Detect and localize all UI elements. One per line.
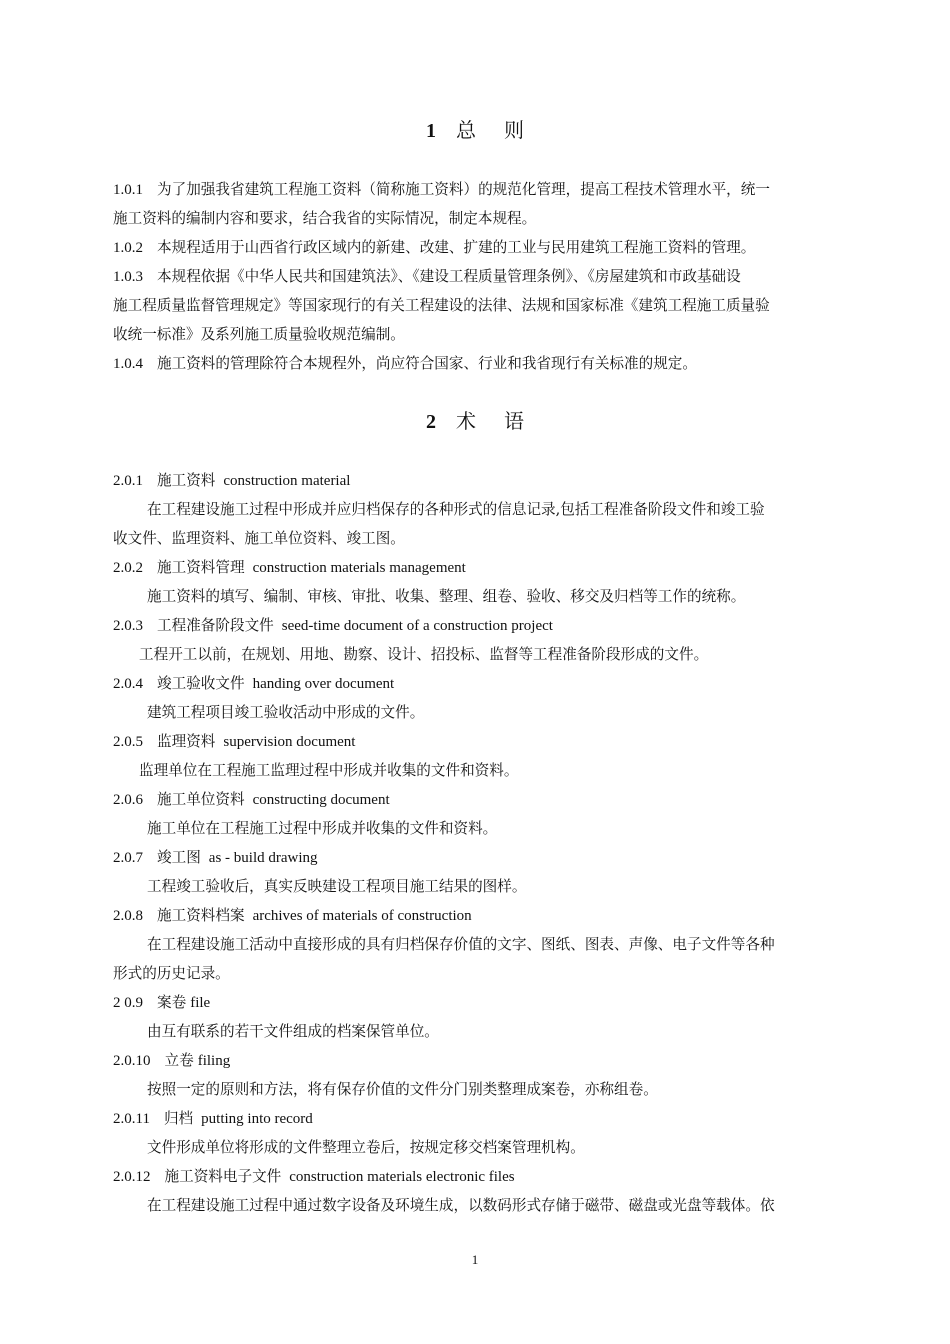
term-definition: 由互有联系的若干文件组成的档案保管单位。 xyxy=(147,1023,439,1040)
clause-number: 1.0.2 xyxy=(113,240,143,256)
term-heading xyxy=(113,1051,863,1071)
term-en: putting into record xyxy=(201,1111,313,1127)
term-definition: 文件形成单位将形成的文件整理立卷后，按规定移交档案管理机构。 xyxy=(147,1139,585,1156)
clause-text: 本规程依据《中华人民共和国建筑法》、《建设工程质量管理条例》、《房屋建筑和市政基础设 xyxy=(157,268,741,285)
term-heading xyxy=(113,848,863,868)
term-cn: 竣工验收文件 xyxy=(157,675,245,692)
chapter-2-heading xyxy=(0,405,950,434)
term-definition: 在工程建设施工活动中直接形成的具有归档保存价值的文字、图纸、图表、声像、电子文件等各种 xyxy=(147,936,775,953)
chapter-title-char: 术 xyxy=(456,409,476,433)
term-heading xyxy=(113,993,863,1013)
term-cn: 施工资料管理 xyxy=(157,559,245,576)
term-definition: 在工程建设施工过程中通过数字设备及环境生成，以数码形式存储于磁带、磁盘或光盘等载体。依 xyxy=(147,1197,775,1214)
clause-text: 施工资料的管理除符合本规程外，尚应符合国家、行业和我省现行有关标准的规定。 xyxy=(157,355,697,372)
term-heading xyxy=(113,790,863,810)
chapter-title-char: 语 xyxy=(504,409,524,433)
term-number: 2.0.1 xyxy=(113,473,143,489)
clause-text: 本规程适用于山西省行政区域内的新建、改建、扩建的工业与民用建筑工程施工资料的管理。 xyxy=(157,239,756,256)
term-definition: 建筑工程项目竣工验收活动中形成的文件。 xyxy=(147,704,425,721)
term-number: 2.0.5 xyxy=(113,734,143,750)
term-definition: 工程开工以前，在规划、用地、勘察、设计、招投标、监督等工程准备阶段形成的文件。 xyxy=(139,646,709,663)
term-cn: 施工资料档案 xyxy=(157,907,245,924)
term-en: archives of materials of construction xyxy=(252,908,472,924)
term-en: construction materials management xyxy=(252,560,466,576)
term-definition: 在工程建设施工过程中形成并应归档保存的各种形式的信息记录,包括工程准备阶段文件和竣工验 xyxy=(147,501,765,518)
term-definition: 收文件、监理资料、施工单位资料、竣工图。 xyxy=(113,530,405,547)
clause-line xyxy=(113,180,863,200)
term-en: seed-time document of a construction project xyxy=(281,618,553,634)
chapter-number: 1 xyxy=(426,120,436,142)
chapter-number: 2 xyxy=(426,411,436,433)
term-en: as - build drawing xyxy=(208,850,318,866)
term-number: 2.0.8 xyxy=(113,908,143,924)
term-cn: 施工单位资料 xyxy=(157,791,245,808)
term-definition: 按照一定的原则和方法，将有保存价值的文件分门别类整理成案卷，亦称组卷。 xyxy=(147,1081,658,1098)
term-heading xyxy=(113,1167,863,1187)
clause-text: 施工资料的编制内容和要求，结合我省的实际情况，制定本规程。 xyxy=(113,210,537,227)
term-cn: 监理资料 xyxy=(157,733,216,750)
term-definition: 施工单位在工程施工过程中形成并收集的文件和资料。 xyxy=(147,820,498,837)
clause-line xyxy=(113,325,863,345)
term-en: handing over document xyxy=(252,676,395,692)
clause-line xyxy=(113,296,863,316)
clause-line xyxy=(113,267,863,287)
term-number: 2.0.3 xyxy=(113,618,143,634)
term-en: filing xyxy=(197,1053,231,1069)
term-definition: 监理单位在工程施工监理过程中形成并收集的文件和资料。 xyxy=(139,762,519,779)
clause-line xyxy=(113,238,863,258)
term-number: 2.0.10 xyxy=(113,1053,151,1069)
chapter-title-char: 则 xyxy=(504,118,524,142)
term-number: 2.0.2 xyxy=(113,560,143,576)
term-cn: 归档 xyxy=(163,1110,194,1127)
term-heading xyxy=(113,471,863,491)
chapter-1-heading xyxy=(0,114,950,143)
clause-text: 收统一标准》及系列施工质量验收规范编制。 xyxy=(113,326,405,343)
term-definition: 工程竣工验收后，真实反映建设工程项目施工结果的图样。 xyxy=(147,878,527,895)
term-en: supervision document xyxy=(223,734,356,750)
term-heading xyxy=(113,674,863,694)
term-cn: 工程准备阶段文件 xyxy=(157,617,274,634)
term-definition: 施工资料的填写、编制、审核、审批、收集、整理、组卷、验收、移交及归档等工作的统称。 xyxy=(147,588,746,605)
term-heading xyxy=(113,906,863,926)
term-cn: 施工资料电子文件 xyxy=(164,1168,282,1185)
term-cn: 案卷 xyxy=(157,994,187,1011)
chapter-title-char: 总 xyxy=(456,118,476,142)
term-cn: 立卷 xyxy=(164,1052,194,1069)
clause-line xyxy=(113,354,863,374)
term-en: construction materials electronic files xyxy=(289,1169,515,1185)
term-heading xyxy=(113,616,863,636)
clause-line xyxy=(113,209,863,229)
term-number: 2.0.11 xyxy=(113,1111,150,1127)
term-number: 2.0.7 xyxy=(113,850,143,866)
clause-number: 1.0.1 xyxy=(113,182,143,198)
term-heading xyxy=(113,1109,863,1129)
page-number: 1 xyxy=(471,1252,479,1267)
clause-text: 为了加强我省建筑工程施工资料（简称施工资料）的规范化管理，提高工程技术管理水平，统一 xyxy=(157,181,770,198)
clause-text: 施工程质量监督管理规定》等国家现行的有关工程建设的法律、法规和国家标准《建筑工程施工质量验 xyxy=(113,297,770,314)
term-number: 2.0.4 xyxy=(113,676,143,692)
term-heading xyxy=(113,558,863,578)
clause-number: 1.0.4 xyxy=(113,356,143,372)
term-cn: 施工资料 xyxy=(157,472,216,489)
term-number: 2.0.12 xyxy=(113,1169,151,1185)
term-heading xyxy=(113,732,863,752)
term-en: constructing document xyxy=(252,792,390,808)
term-number: 2.0.6 xyxy=(113,792,143,808)
term-en: file xyxy=(190,995,211,1011)
term-cn: 竣工图 xyxy=(157,849,201,866)
clause-number: 1.0.3 xyxy=(113,269,143,285)
term-en: construction material xyxy=(223,473,351,489)
term-number: 2 0.9 xyxy=(113,995,143,1011)
term-definition: 形式的历史记录。 xyxy=(113,965,230,982)
